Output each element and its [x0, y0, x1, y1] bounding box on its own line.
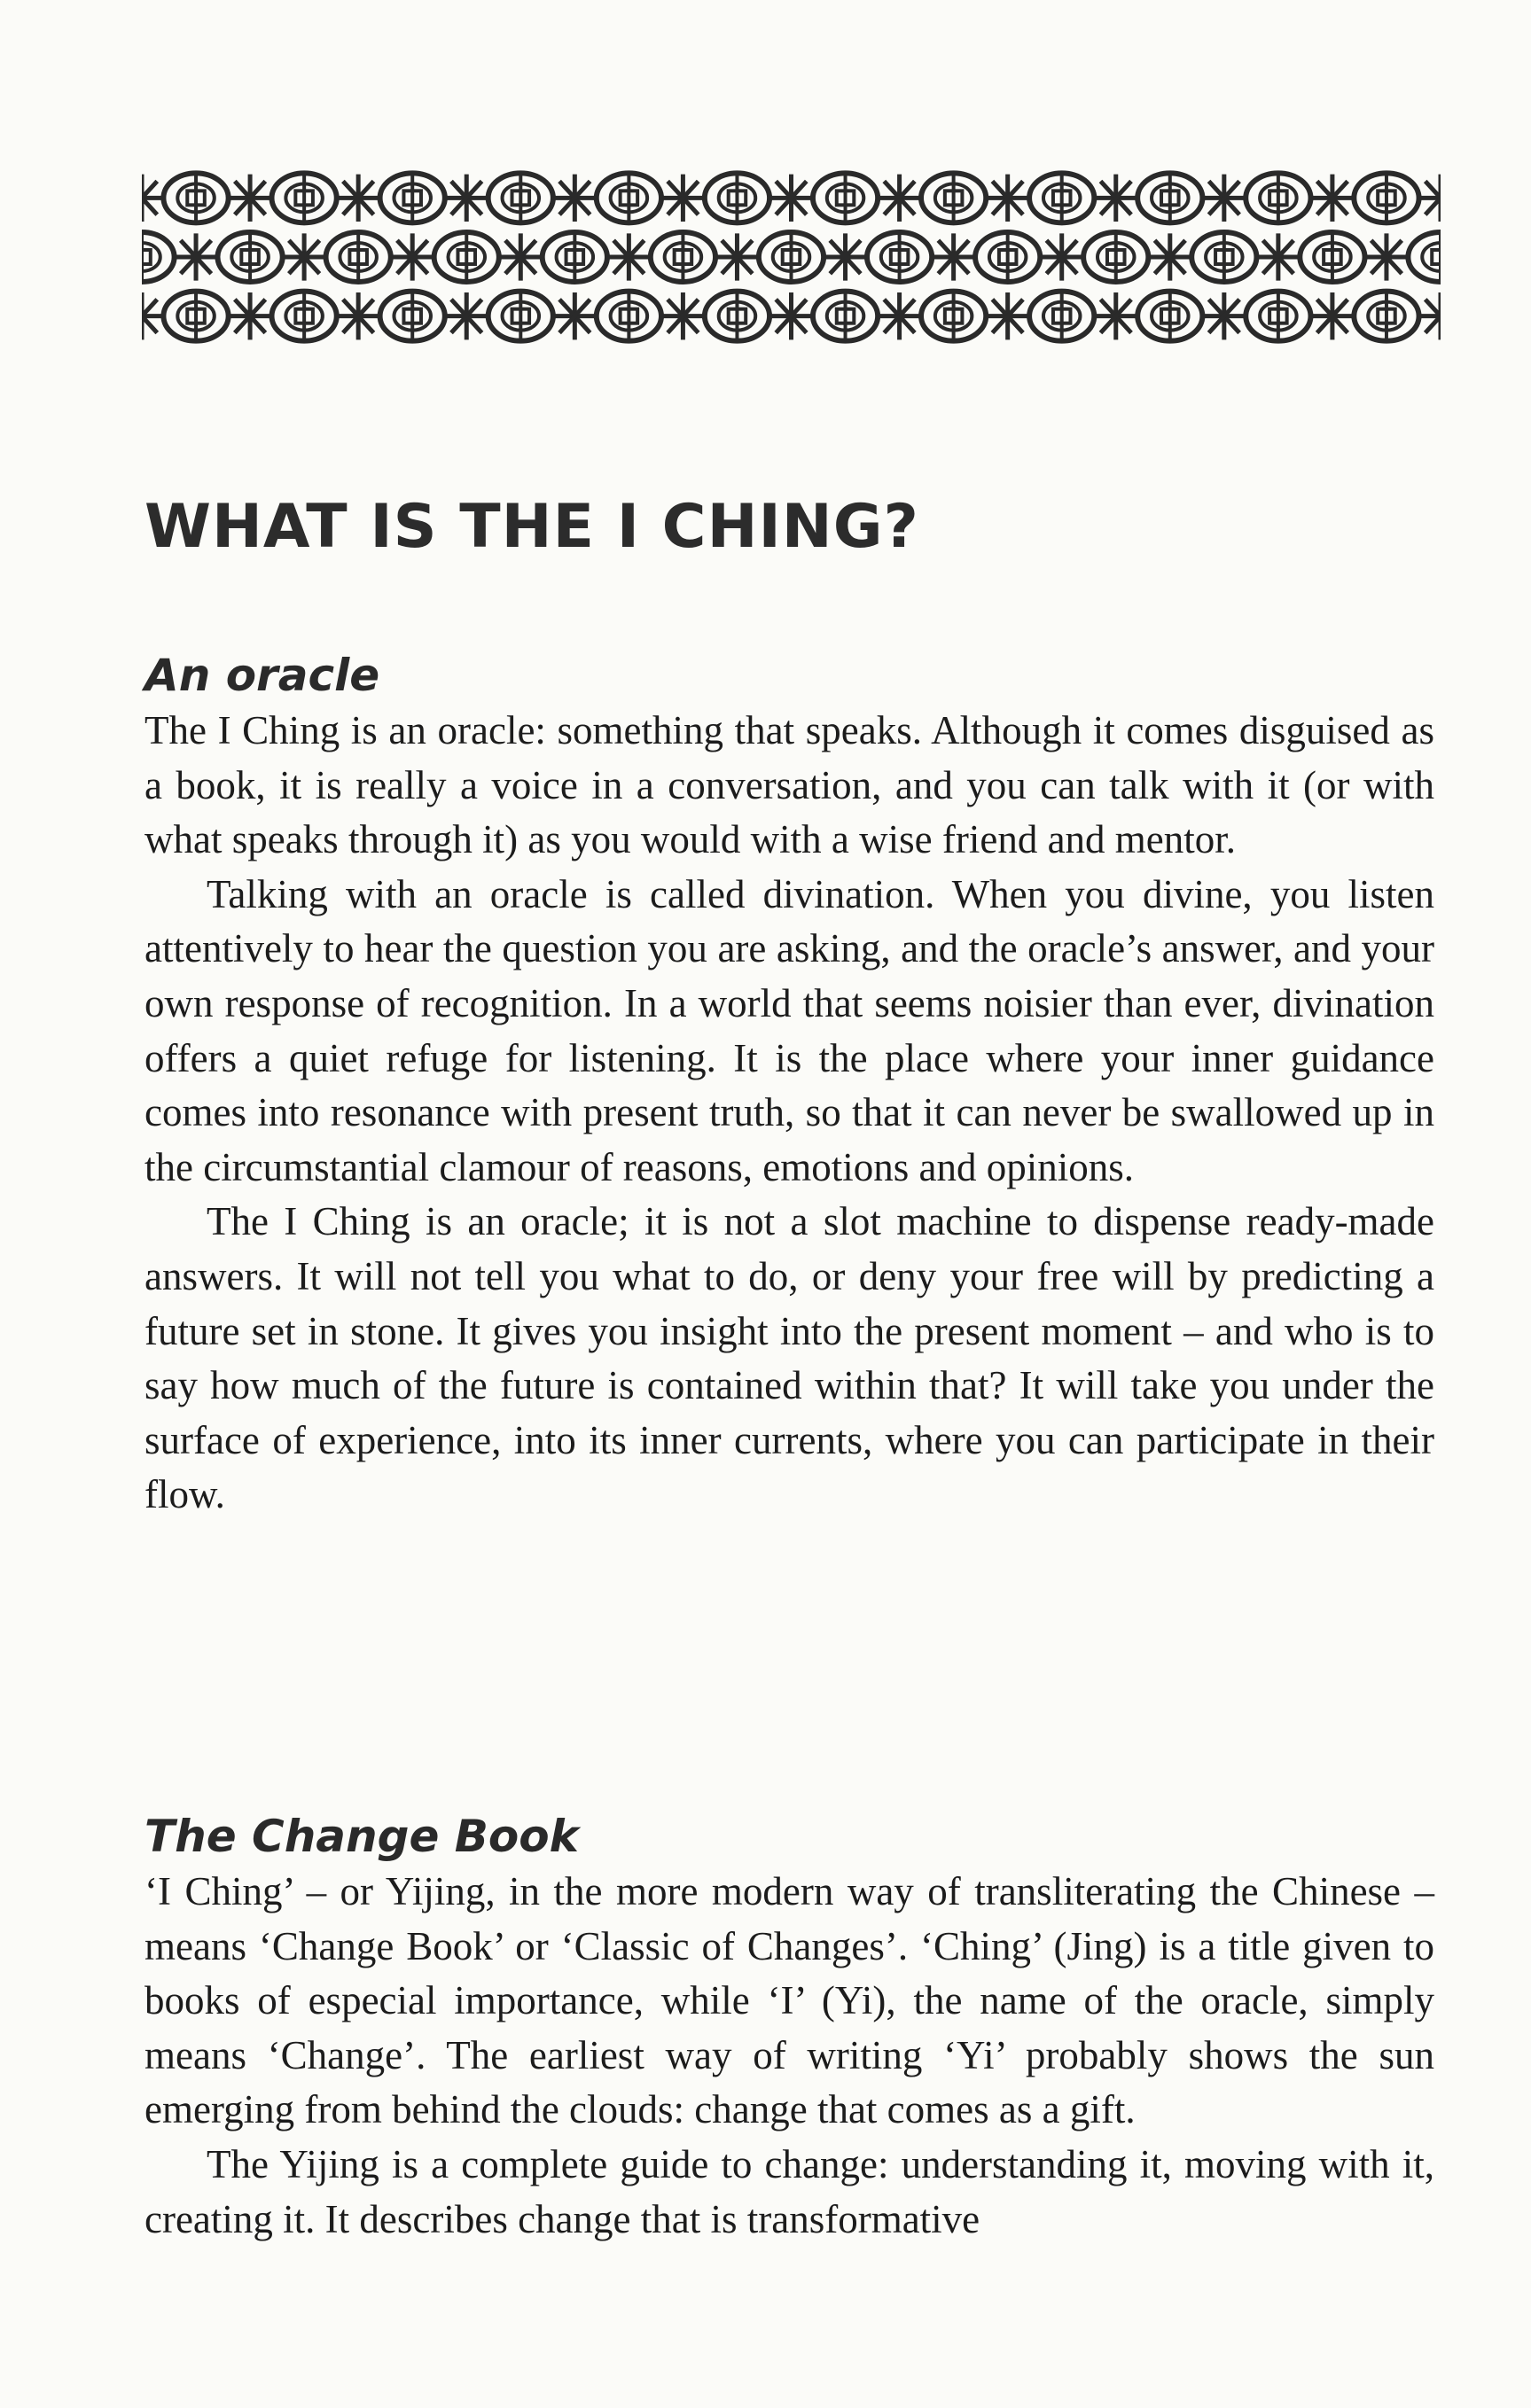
section-the-change-book: [145, 1808, 1434, 2247]
page-title: WHAT IS THE I CHING?: [145, 492, 919, 562]
section-an-oracle: [145, 647, 1434, 1523]
section-heading: An oracle: [145, 650, 380, 701]
chinese-lattice-border-icon: [142, 168, 1441, 346]
paragraph: ‘I Ching’ – or Yijing, in the more modern way of transliterating the Chinese – means ‘Change Book’ or ‘Classic of Changes’. ‘Ching’ (Jing) is a title given to books of especial importance, while ‘I’ (Yi), the name of the oracle, simply means ‘Change’. The earliest way of writing ‘Yi’ probably shows the sun emerging from behind the clouds: change that comes as a gift.: [145, 1869, 1434, 2132]
section-heading: The Change Book: [145, 1811, 579, 1862]
paragraph: The I Ching is an oracle: something that speaks. Although it comes disguised as a book, it is really a voice in a conversation, and you can talk with it (or with what speaks through it) as you would with a wise friend and mentor.: [145, 708, 1434, 862]
paragraph: The I Ching is an oracle; it is not a slot machine to dispense ready-made answers. It will not tell you what to do, or deny your free will by predicting a future set in stone. It gives you insight into the present moment – and who is to say how much of the future is contained within that? It will take you under the surface of experience, into its inner currents, where you can participate in their flow.: [145, 1199, 1434, 1517]
paragraph: The Yijing is a complete guide to change: understanding it, moving with it, creating it. It describes change that is transformative: [145, 2141, 1434, 2241]
paragraph: Talking with an oracle is called divination. When you divine, you listen attentively to hear the question you are asking, and the oracle’s answer, and your own response of recognition. In a world that seems noisier than ever, divination offers a quiet refuge for listening. It is the place where your inner guidance comes into resonance with present truth, so that it can never be swallowed up in the circumstantial clamour of reasons, emotions and opinions.: [145, 871, 1434, 1189]
